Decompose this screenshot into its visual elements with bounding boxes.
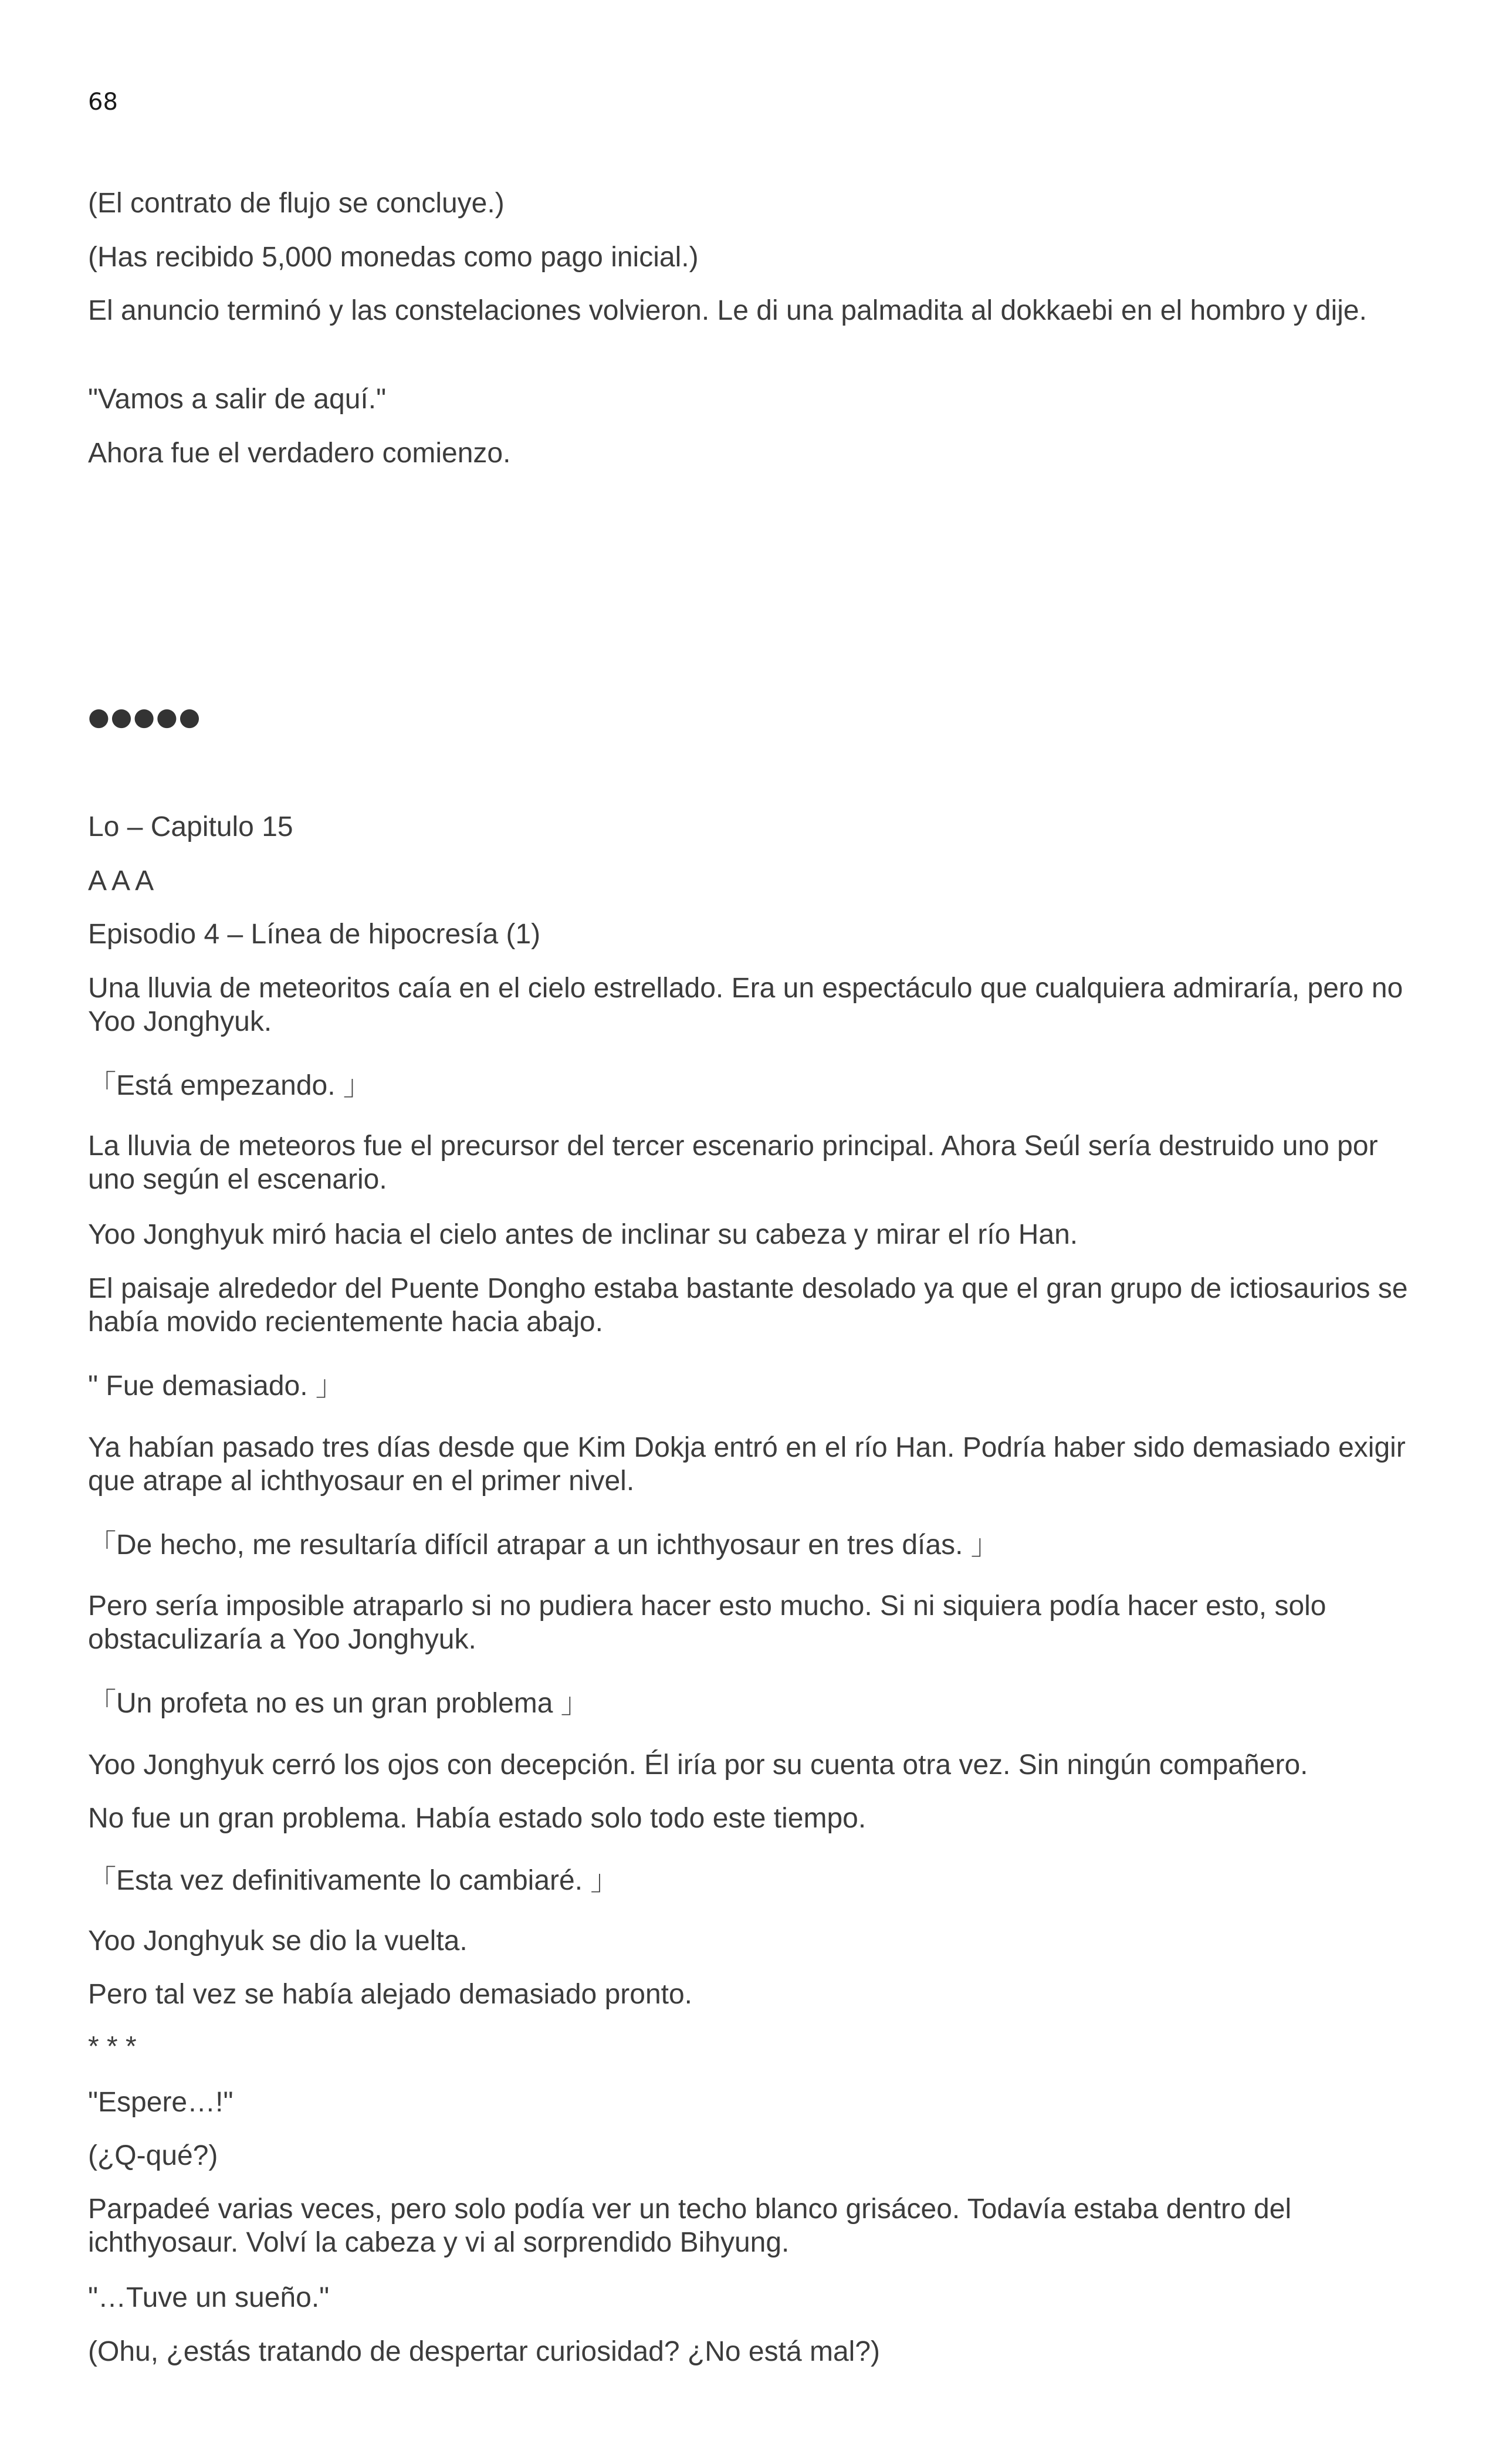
scene-break: * * * [88,2031,137,2062]
body-paragraph-4: Yoo Jonghyuk miró hacia el cielo antes de inclinar su cabeza y mirar el río Han. [88,1219,1078,1250]
chapter-heading: Lo – Capitulo 15 [88,811,293,842]
body-paragraph-18: Parpadeé varias veces, pero solo podía ver un techo blanco grisáceo. Todavía estaba dentro del ichthyosaur. Volví la cabeza y vi al sorprendido Bihyung. [88,2194,1292,2258]
top-paragraph-5: Ahora fue el verdadero comienzo. [88,438,511,469]
body-paragraph-5: El paisaje alrededor del Puente Dongho estaba bastante desolado ya que el gran grupo de ictiosaurios se había movido recientemente hacia abajo. [88,1273,1408,1338]
top-paragraph-2: (Has recibido 5,000 monedas como pago inicial.) [88,242,699,273]
body-paragraph-20: (Ohu, ¿estás tratando de despertar curiosidad? ¿No está mal?) [88,2336,880,2367]
body-paragraph-12: No fue un gran problema. Había estado solo todo este tiempo. [88,1803,867,1834]
top-paragraph-1: (El contrato de flujo se concluye.) [88,188,505,219]
body-paragraph-2: 「Está empezando. 」 [88,1070,371,1101]
episode-title: Episodio 4 – Línea de hipocresía (1) [88,919,541,950]
body-paragraph-6: " Fue demasiado. 」 [88,1370,344,1402]
body-paragraph-1: Una lluvia de meteoritos caía en el cielo estrellado. Era un espectáculo que cualquiera admiraría, pero no Yoo Jonghyuk. [88,973,1403,1037]
body-paragraph-19: "…Tuve un sueño." [88,2282,330,2313]
body-paragraph-3: La lluvia de meteoros fue el precursor del tercer escenario principal. Ahora Seúl sería destruido uno por uno según el escenario. [88,1131,1378,1195]
body-paragraph-16: "Espere…!" [88,2087,233,2118]
body-paragraph-7: Ya habían pasado tres días desde que Kim Dokja entró en el río Han. Podría haber sido demasiado exigir que atrape al ichthyosaur en el primer nivel. [88,1432,1406,1497]
font-size-control[interactable]: A A A [88,865,154,896]
body-paragraph-13: 「Esta vez definitivamente lo cambiaré. 」 [88,1865,619,1896]
body-paragraph-11: Yoo Jonghyuk cerró los ojos con decepción. Él iría por su cuenta otra vez. Sin ningún compañero. [88,1749,1308,1781]
section-separator: ●●●●● [88,702,202,731]
body-paragraph-15: Pero tal vez se había alejado demasiado pronto. [88,1979,693,2010]
top-paragraph-4: "Vamos a salir de aquí." [88,384,387,415]
body-paragraph-9: Pero sería imposible atraparlo si no pudiera hacer esto mucho. Si ni siquiera podía hacer esto, solo obstaculizaría a Yoo Jonghyuk. [88,1590,1326,1655]
top-paragraph-3: El anuncio terminó y las constelaciones volvieron. Le di una palmadita al dokkaebi en el hombro y dije. [88,295,1367,326]
page-number: 68 [88,89,118,116]
body-paragraph-8: 「De hecho, me resultaría difícil atrapar a un ichthyosaur en tres días. 」 [88,1529,999,1561]
body-paragraph-17: (¿Q-qué?) [88,2140,218,2171]
body-paragraph-14: Yoo Jonghyuk se dio la vuelta. [88,1925,468,1957]
body-paragraph-10: 「Un profeta no es un gran problema 」 [88,1688,589,1719]
